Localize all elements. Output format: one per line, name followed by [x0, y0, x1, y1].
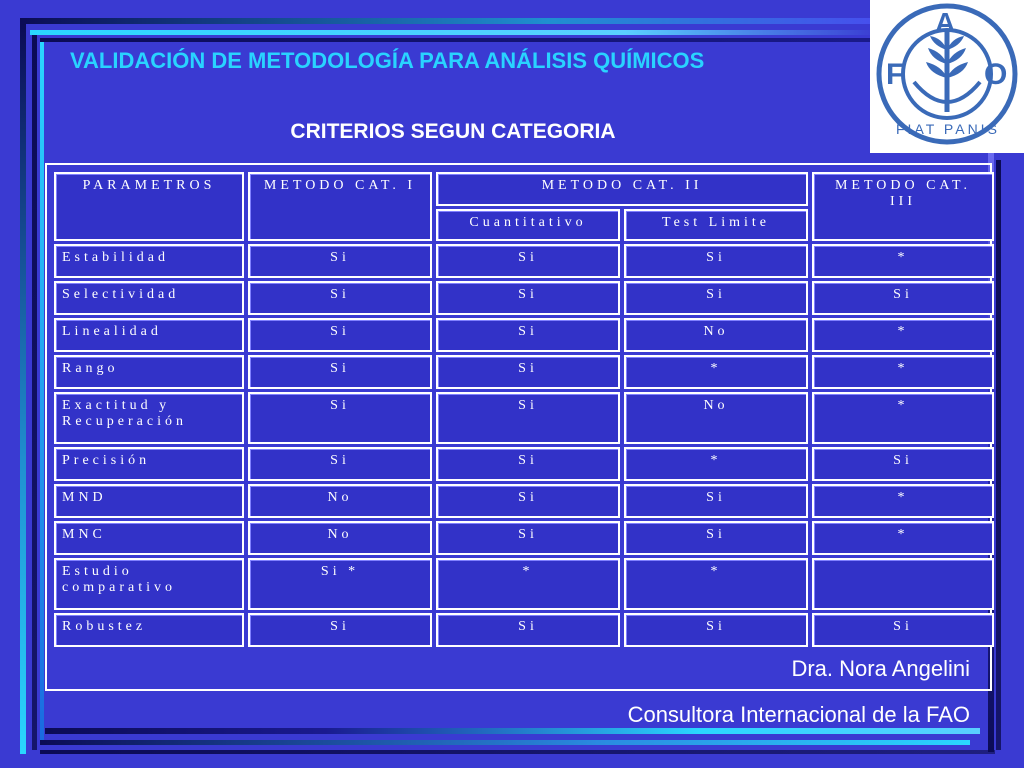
value-cell: Si: [436, 484, 620, 518]
table-row: [54, 558, 994, 610]
value-cell: Si: [248, 447, 432, 481]
table-row: [54, 244, 994, 278]
param-cell: MND: [54, 484, 244, 518]
value-cell: Si: [624, 484, 808, 518]
value-cell: Si: [248, 244, 432, 278]
table-row: [54, 521, 994, 555]
param-cell: Estudio comparativo: [54, 558, 244, 610]
header-cat2-cuantitativo: Cuantitativo: [436, 209, 620, 241]
logo-letter-f: F: [886, 58, 905, 91]
value-cell: Si: [248, 281, 432, 315]
value-cell: Si: [436, 355, 620, 389]
value-cell: [812, 558, 994, 610]
value-cell: Si: [436, 281, 620, 315]
value-cell: Si: [812, 281, 994, 315]
logo-letter-o: O: [984, 58, 1008, 91]
header-parametros: PARAMETROS: [54, 172, 244, 241]
value-cell: *: [624, 558, 808, 610]
table-row: [54, 355, 994, 389]
value-cell: No: [624, 318, 808, 352]
frame-bar-bottom-inner: [40, 740, 970, 745]
param-cell: Selectividad: [54, 281, 244, 315]
frame-bar-bottom-inner-2: [40, 750, 995, 754]
param-cell: Precisión: [54, 447, 244, 481]
param-cell: Exactitud y Recuperación: [54, 392, 244, 444]
value-cell: No: [248, 484, 432, 518]
param-cell: Linealidad: [54, 318, 244, 352]
param-cell: MNC: [54, 521, 244, 555]
header-cat2-test-limite: Test Limite: [624, 209, 808, 241]
value-cell: Si: [624, 244, 808, 278]
criteria-table: [50, 169, 998, 650]
logo-motto: FIAT PANIS: [896, 121, 1000, 137]
value-cell: *: [812, 484, 994, 518]
value-cell: No: [624, 392, 808, 444]
frame-bar-bottom: [45, 728, 980, 734]
frame-bar-top: [20, 18, 900, 24]
value-cell: *: [436, 558, 620, 610]
author-affiliation: Consultora Internacional de la FAO: [627, 702, 970, 727]
table-row: [54, 613, 994, 647]
table-row: [54, 392, 994, 444]
value-cell: *: [812, 318, 994, 352]
value-cell: Si: [812, 447, 994, 481]
table-row: [54, 447, 994, 481]
author-name: Dra. Nora Angelini: [791, 656, 970, 681]
page-title: VALIDACIÓN DE METODOLOGÍA PARA ANÁLISIS QUÍMICOS: [70, 48, 705, 73]
table-row: [54, 281, 994, 315]
param-cell: Robustez: [54, 613, 244, 647]
value-cell: *: [812, 355, 994, 389]
frame-bar-top-inner: [30, 30, 880, 35]
value-cell: Si: [436, 318, 620, 352]
value-cell: Si: [624, 521, 808, 555]
value-cell: Si: [436, 392, 620, 444]
value-cell: No: [248, 521, 432, 555]
value-cell: Si: [248, 392, 432, 444]
value-cell: Si *: [248, 558, 432, 610]
value-cell: Si: [248, 355, 432, 389]
value-cell: Si: [624, 613, 808, 647]
value-cell: Si: [248, 318, 432, 352]
table-row: [54, 318, 994, 352]
param-cell: Estabilidad: [54, 244, 244, 278]
frame-bar-top-inner-2: [40, 38, 870, 42]
frame-bar-left-inner-2: [40, 42, 44, 742]
value-cell: Si: [812, 613, 994, 647]
value-cell: Si: [436, 447, 620, 481]
value-cell: Si: [436, 244, 620, 278]
value-cell: *: [812, 244, 994, 278]
value-cell: Si: [436, 521, 620, 555]
header-cat1: METODO CAT. I: [248, 172, 432, 241]
value-cell: *: [624, 355, 808, 389]
header-cat3: METODO CAT. III: [812, 172, 994, 241]
value-cell: *: [812, 392, 994, 444]
header-cat2: METODO CAT. II: [436, 172, 808, 206]
value-cell: *: [812, 521, 994, 555]
value-cell: *: [624, 447, 808, 481]
table-row: [54, 484, 994, 518]
value-cell: Si: [436, 613, 620, 647]
logo-letter-a: A: [935, 7, 956, 38]
page-subtitle: CRITERIOS SEGUN CATEGORIA: [290, 120, 616, 143]
value-cell: Si: [248, 613, 432, 647]
param-cell: Rango: [54, 355, 244, 389]
value-cell: Si: [624, 281, 808, 315]
